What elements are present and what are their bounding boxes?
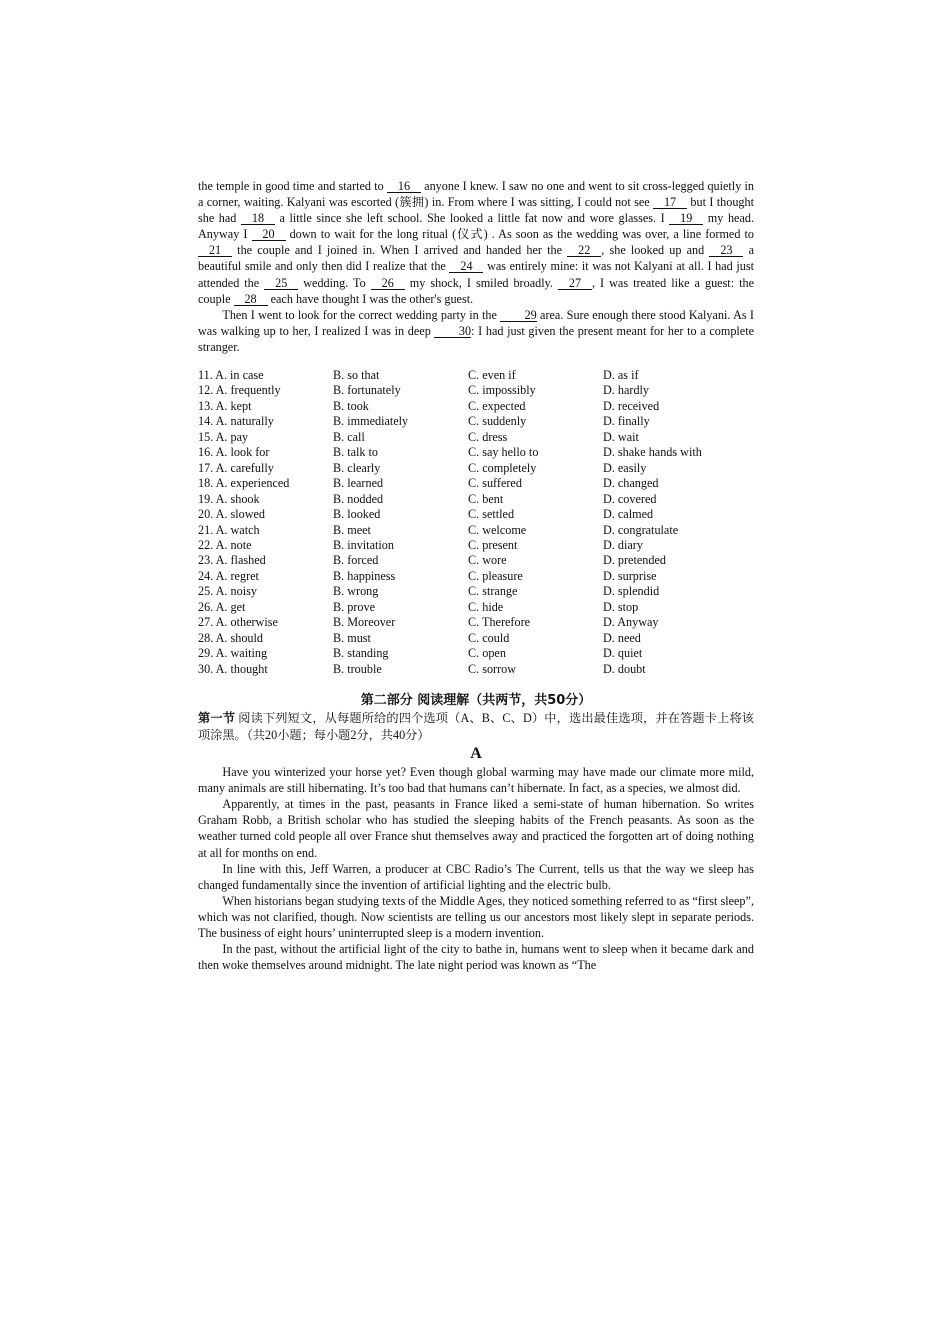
section-instructions xyxy=(198,710,754,744)
option-choice: 20. A. slowed xyxy=(198,507,266,522)
blank-29: 29 xyxy=(500,309,537,322)
option-choice: 11. A. in case xyxy=(198,368,264,383)
option-choice: B. must xyxy=(333,630,371,645)
option-choice: D. covered xyxy=(603,491,657,506)
option-row xyxy=(198,646,754,661)
option-choice: 12. A. frequently xyxy=(198,383,281,398)
option-row xyxy=(198,368,754,383)
option-choice: B. learned xyxy=(333,476,384,491)
option-choice: D. shake hands with xyxy=(603,445,702,460)
reading-paragraph: When historians began studying texts of the Middle Ages, they noticed something referred to as “first sleep”, which was not clarified, though. Now scientists are telling us our ancestors most likely slept in separate periods. The business of eight hours’ uninterrupted sleep is a modern invention. xyxy=(198,893,754,941)
option-choice: C. welcome xyxy=(468,522,527,537)
blank-23: 23 xyxy=(709,244,743,257)
option-choice: C. present xyxy=(468,538,518,553)
document-page xyxy=(198,178,754,973)
option-row xyxy=(198,445,754,460)
option-row xyxy=(198,553,754,568)
option-choice: B. Moreover xyxy=(333,615,396,630)
option-row xyxy=(198,461,754,476)
option-choice: 27. A. otherwise xyxy=(198,615,278,630)
option-choice: B. happiness xyxy=(333,568,396,583)
option-choice: 19. A. shook xyxy=(198,491,260,506)
instruction-text: 阅读下列短文，从每题所给的四个选项（A、B、C、D）中，选出最佳选项，并在答题卡上将该项涂黑。（共20小题；每小题2分，共40分） xyxy=(198,711,754,743)
option-choice: 13. A. kept xyxy=(198,398,252,413)
option-choice: 30. A. thought xyxy=(198,661,268,676)
option-row xyxy=(198,631,754,646)
option-choice: C. could xyxy=(468,630,510,645)
option-choice: D. splendid xyxy=(603,584,660,599)
passage-letter: A xyxy=(470,745,482,763)
option-choice: C. suddenly xyxy=(468,414,527,429)
option-choice: B. talk to xyxy=(333,445,379,460)
option-choice: D. diary xyxy=(603,538,643,553)
option-choice: D. Anyway xyxy=(603,615,659,630)
option-choice: D. as if xyxy=(603,368,639,383)
section-title: 第二部分 阅读理解（共两节，共50分） xyxy=(360,693,592,709)
option-choice: C. hide xyxy=(468,599,504,614)
option-choice: C. expected xyxy=(468,398,526,413)
option-row xyxy=(198,476,754,491)
option-row xyxy=(198,414,754,429)
option-choice: C. settled xyxy=(468,507,515,522)
option-choice: D. calmed xyxy=(603,507,654,522)
options-list xyxy=(198,368,754,677)
option-choice: D. hardly xyxy=(603,383,650,398)
blank-28: 28 xyxy=(234,293,268,306)
option-choice: D. doubt xyxy=(603,661,646,676)
option-choice: B. looked xyxy=(333,507,381,522)
option-choice: 25. A. noisy xyxy=(198,584,257,599)
option-choice: 18. A. experienced xyxy=(198,476,290,491)
blank-18: 18 xyxy=(241,212,275,225)
reading-passage xyxy=(198,764,754,973)
option-choice: B. fortunately xyxy=(333,383,401,398)
option-choice: B. immediately xyxy=(333,414,409,429)
option-choice: D. quiet xyxy=(603,646,643,661)
option-choice: 15. A. pay xyxy=(198,429,249,444)
option-row xyxy=(198,507,754,522)
blank-20: 20 xyxy=(252,228,286,241)
blank-24: 24 xyxy=(449,260,483,273)
option-row xyxy=(198,569,754,584)
option-choice: 29. A. waiting xyxy=(198,646,268,661)
option-choice: B. meet xyxy=(333,522,371,537)
option-row xyxy=(198,600,754,615)
option-choice: C. even if xyxy=(468,368,516,383)
cloze-paragraph: the temple in good time and started to 16 anyone I knew. I saw no one and went to sit cross-legged quietly in a corner, waiting. Kalyani was escorted (簇拥) in. From where I was sitting, I could not see 17 but I thought she had 18 a little since she left school. She looked a little fat now and wore glasses. I 19 my head. Anyway I 20 down to wait for the long ritual (仪式) . As soon as the wedding was over, a line formed to 21 the couple and I joined in. When I arrived and handed her the 22 , she looked up and 23 a beautiful smile and only then did I realize that the 24 was entirely mine: it was not Kalyani at all. I had just attended the 25 wedding. To 26 my shock, I smiled broadly. 27 , I was treated like a guest: the couple 28 each have thought I was the other's guest. xyxy=(198,179,755,306)
option-choice: 22. A. note xyxy=(198,538,252,553)
option-choice: C. strange xyxy=(468,584,518,599)
option-choice: C. wore xyxy=(468,553,507,568)
blank-27: 27 xyxy=(558,277,592,290)
option-choice: C. sorrow xyxy=(468,661,517,676)
option-choice: D. congratulate xyxy=(603,522,679,537)
option-choice: 28. A. should xyxy=(198,630,264,645)
option-choice: D. pretended xyxy=(603,553,666,568)
option-choice: 23. A. flashed xyxy=(198,553,266,568)
option-choice: 17. A. carefully xyxy=(198,460,274,475)
option-choice: C. Therefore xyxy=(468,615,531,630)
option-choice: D. changed xyxy=(603,476,659,491)
blank-16: 16 xyxy=(387,180,421,193)
option-row xyxy=(198,430,754,445)
cloze-paragraph: Then I went to look for the correct wedding party in the 29 area. Sure enough there stood Kalyani. As I was walking up to her, I realized I was in deep 30: I had just given the present meant for her to a complete stranger. xyxy=(198,307,755,354)
option-choice: B. forced xyxy=(333,553,379,568)
option-row xyxy=(198,492,754,507)
reading-paragraph: Apparently, at times in the past, peasants in France liked a semi-state of human hibernation. So writes Graham Robb, a British scholar who has studied the sleeping habits of the French peasants. As soon as the weather turned cold people all over France shut themselves away and practiced the forgotten art of doing nothing at all for months on end. xyxy=(198,797,754,860)
option-choice: C. pleasure xyxy=(468,568,523,583)
option-choice: B. took xyxy=(333,398,369,413)
option-choice: 26. A. get xyxy=(198,599,246,614)
option-row xyxy=(198,523,754,538)
option-choice: D. finally xyxy=(603,414,650,429)
option-row xyxy=(198,662,754,677)
option-choice: C. open xyxy=(468,646,506,661)
option-choice: 16. A. look for xyxy=(198,445,270,460)
option-choice: D. stop xyxy=(603,599,639,614)
blank-25: 25 xyxy=(264,277,298,290)
option-row xyxy=(198,615,754,630)
option-choice: D. wait xyxy=(603,429,639,444)
option-choice: C. bent xyxy=(468,491,504,506)
option-row xyxy=(198,538,754,553)
blank-26: 26 xyxy=(371,277,405,290)
option-choice: C. suffered xyxy=(468,476,522,491)
reading-paragraph: In the past, without the artificial light of the city to bathe in, humans went to sleep when it became dark and then woke themselves around midnight. The late night period was known as “The xyxy=(198,942,754,973)
blank-22: 22 xyxy=(567,244,601,257)
option-row xyxy=(198,584,754,599)
option-choice: 24. A. regret xyxy=(198,568,259,583)
option-choice: B. clearly xyxy=(333,460,381,475)
option-choice: B. wrong xyxy=(333,584,379,599)
option-choice: 21. A. watch xyxy=(198,522,260,537)
option-choice: B. trouble xyxy=(333,661,382,676)
option-choice: 14. A. naturally xyxy=(198,414,274,429)
option-row xyxy=(198,383,754,398)
option-choice: D. surprise xyxy=(603,568,657,583)
blank-30: 30 xyxy=(434,325,471,338)
blank-19: 19 xyxy=(669,212,703,225)
option-row xyxy=(198,399,754,414)
option-choice: D. easily xyxy=(603,460,647,475)
option-choice: C. impossibly xyxy=(468,383,536,398)
reading-paragraph: Have you winterized your horse yet? Even though global warming may have made our climate more mild, many animals are still hibernating. It’s too bad that humans can’t hibernate. In fact, as a species, we almost did. xyxy=(198,765,754,796)
option-choice: C. completely xyxy=(468,460,537,475)
option-choice: B. nodded xyxy=(333,491,384,506)
option-choice: B. so that xyxy=(333,368,380,383)
instruction-label: 第一节 xyxy=(198,711,236,726)
option-choice: B. call xyxy=(333,429,365,444)
option-choice: C. say hello to xyxy=(468,445,539,460)
blank-17: 17 xyxy=(653,196,687,209)
option-choice: B. invitation xyxy=(333,538,394,553)
option-choice: B. prove xyxy=(333,599,375,614)
reading-paragraph: In line with this, Jeff Warren, a producer at CBC Radio’s The Current, tells us that the way we sleep has changed fundamentally since the invention of artificial lighting and the electric bulb. xyxy=(198,861,754,892)
cloze-passage xyxy=(198,178,754,355)
option-choice: B. standing xyxy=(333,646,389,661)
option-choice: D. received xyxy=(603,398,660,413)
option-choice: C. dress xyxy=(468,429,508,444)
blank-21: 21 xyxy=(198,244,232,257)
option-choice: D. need xyxy=(603,630,641,645)
